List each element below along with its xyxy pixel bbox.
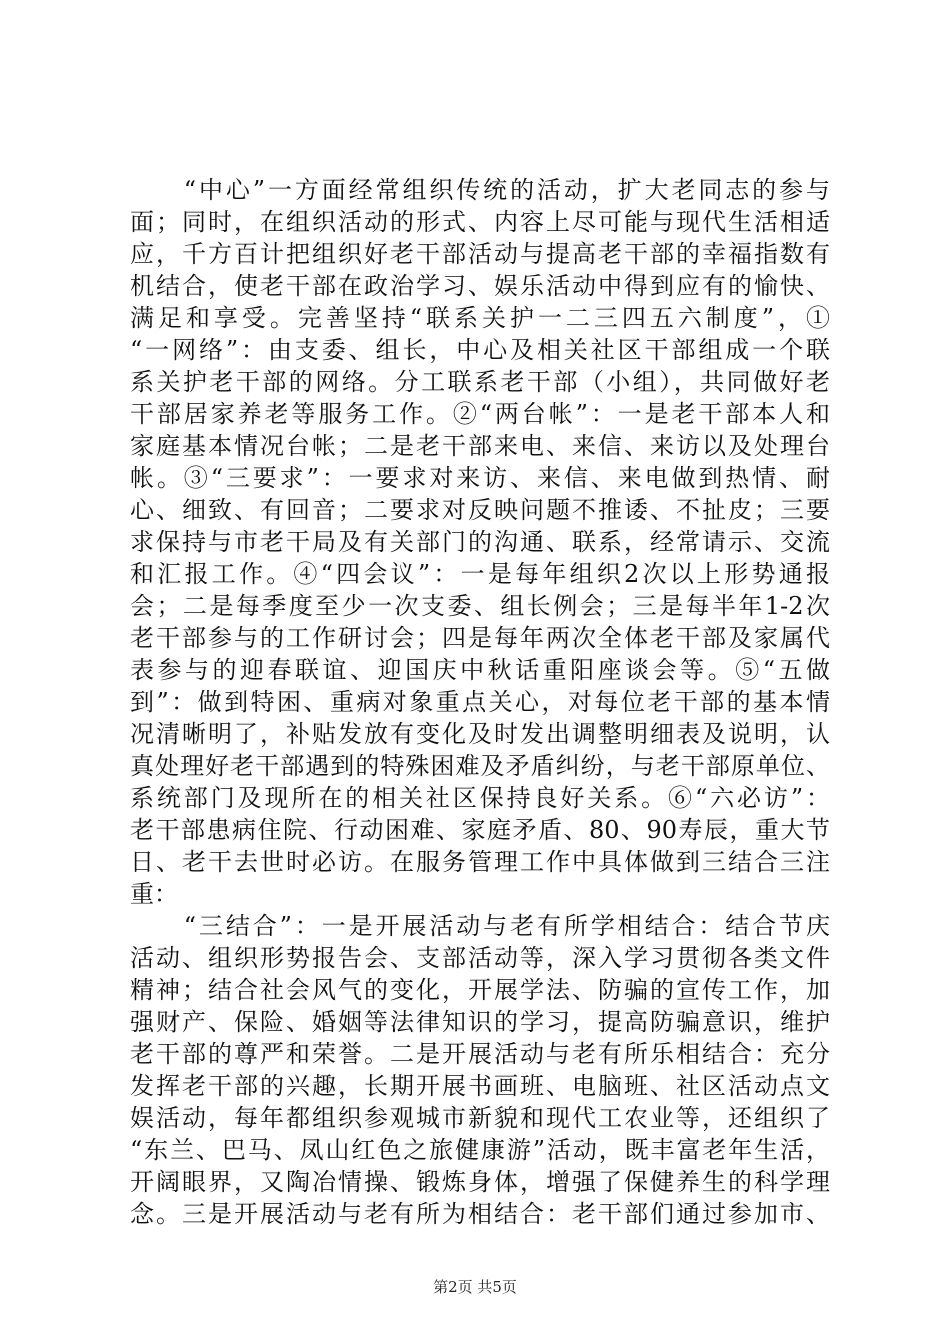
text-line: 干部居家养老等服务工作。②“两台帐”：一是老干部本人和 [130,400,830,428]
text-line: 面；同时，在组织活动的形式、内容上尽可能与现代生活相适 [130,208,830,236]
text-line: “三结合”：一是开展活动与老有所学相结合：结合节庆 [130,912,830,940]
text-line: 念。三是开展活动与老有所为相结合：老干部们通过参加市、 [130,1200,830,1228]
text-line: 到”：做到特困、重病对象重点关心，对每位老干部的基本情 [130,688,830,716]
text-line: 活动、组织形势报告会、支部活动等，深入学习贯彻各类文件 [130,944,830,972]
paragraph-service-system [130,174,830,910]
text-line: 开阔眼界，又陶冶情操、锻炼身体，增强了保健养生的科学理 [130,1168,830,1196]
text-line: 老干部的尊严和荣誉。二是开展活动与老有所乐相结合：充分 [130,1040,830,1068]
text-line: 系统部门及现所在的相关社区保持良好关系。⑥“六必访”： [130,784,830,812]
text-line: 表参与的迎春联谊、迎国庆中秋话重阳座谈会等。⑤“五做 [130,656,830,684]
text-line: 满足和享受。完善坚持“联系关护一二三四五六制度”，① [130,304,830,332]
text-line: “东兰、巴马、凤山红色之旅健康游”活动，既丰富老年生活， [130,1136,830,1164]
text-line: 家庭基本情况台帐；二是老干部来电、来信、来访以及处理台 [130,432,830,460]
text-line: 强财产、保险、婚姻等法律知识的学习，提高防骗意识，维护 [130,1008,830,1036]
text-line: 老干部患病住院、行动困难、家庭矛盾、80、90寿辰，重大节 [130,816,830,844]
page-number-footer: 第2页 共5页 [433,1278,517,1296]
text-line: 日、老干去世时必访。在服务管理工作中具体做到三结合三注 [130,848,830,876]
text-line: 系关护老干部的网络。分工联系老干部（小组），共同做好老 [130,368,830,396]
text-line: 心、细致、有回音；二要求对反映问题不推诿、不扯皮；三要 [130,496,830,524]
text-line: “一网络”：由支委、组长，中心及相关社区干部组成一个联 [130,336,830,364]
text-line: “中心”一方面经常组织传统的活动，扩大老同志的参与 [130,176,830,204]
text-line: 应，千方百计把组织好老干部活动与提高老干部的幸福指数有 [130,240,830,268]
text-line: 和汇报工作。④“四会议”：一是每年组织2次以上形势通报 [130,560,830,588]
text-line: 会；二是每季度至少一次支委、组长例会；三是每半年1-2次 [130,592,830,620]
text-line: 真处理好老干部遇到的特殊困难及矛盾纠纷，与老干部原单位、 [130,752,830,780]
text-line: 娱活动，每年都组织参观城市新貌和现代工农业等，还组织了 [130,1104,830,1132]
text-line: 求保持与市老干局及有关部门的沟通、联系，经常请示、交流 [130,528,830,556]
body-text [130,174,830,1230]
text-line: 老干部参与的工作研讨会；四是每年两次全体老干部及家属代 [130,624,830,652]
text-line: 精神；结合社会风气的变化，开展学法、防骗的宣传工作，加 [130,976,830,1004]
text-line: 帐。③“三要求”：一要求对来访、来信、来电做到热情、耐 [130,464,830,492]
text-line: 重： [130,880,178,908]
text-line: 机结合，使老干部在政治学习、娱乐活动中得到应有的愉快、 [130,272,830,300]
text-line: 发挥老干部的兴趣，长期开展书画班、电脑班、社区活动点文 [130,1072,830,1100]
paragraph-three-combinations [130,910,830,1230]
text-line: 况清晰明了，补贴发放有变化及时发出调整明细表及说明，认 [130,720,830,748]
